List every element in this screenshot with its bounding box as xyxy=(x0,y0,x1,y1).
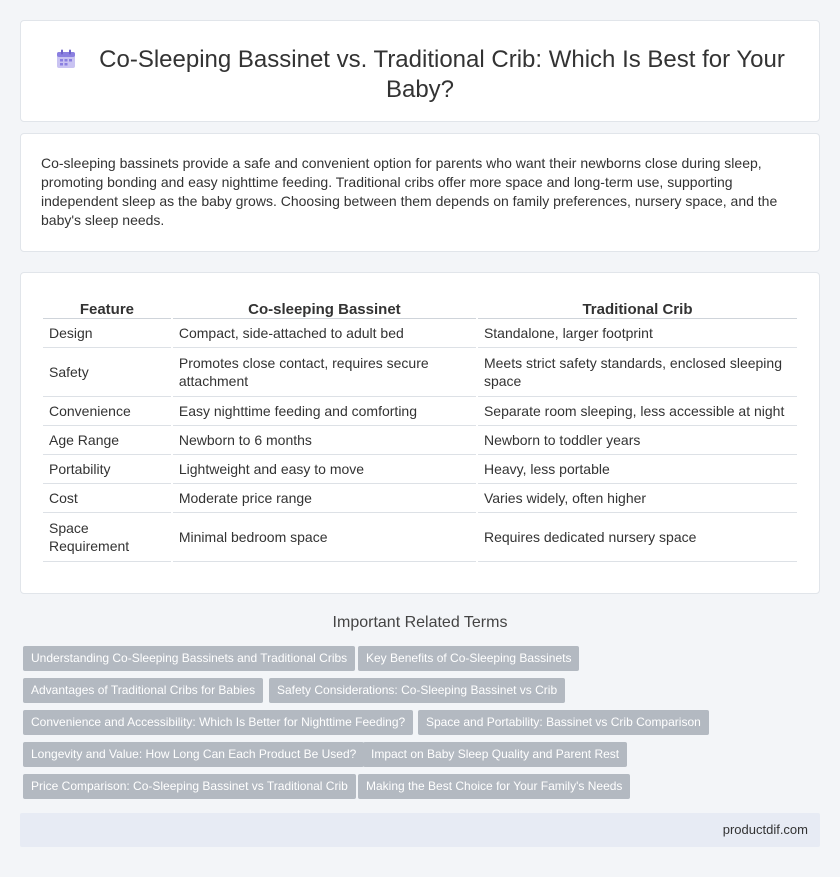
table-row xyxy=(43,513,797,562)
table-row xyxy=(43,348,797,397)
footer-bar xyxy=(20,813,820,847)
crib-cell: Heavy, less portable xyxy=(478,455,797,484)
related-term-link[interactable]: Convenience and Accessibility: Which Is Better for Nighttime Feeding? xyxy=(23,710,413,735)
bassinet-cell: Compact, side-attached to adult bed xyxy=(173,319,476,348)
page-title-wrap xyxy=(21,45,819,105)
crib-cell: Varies widely, often higher xyxy=(478,484,797,513)
header-bassinet: Co-sleeping Bassinet xyxy=(173,295,476,319)
summary-paragraph: Co-sleeping bassinets provide a safe and convenient option for parents who want their newborns close during sleep, promoting bonding and easy nighttime feeding. Traditional cribs offer more space and long-term use, supporting independent sleep as the baby grows. Choosing between them depends on family preferences, nursery space, and the baby's sleep needs. xyxy=(41,155,778,228)
related-term-link[interactable]: Impact on Baby Sleep Quality and Parent Rest xyxy=(363,742,627,767)
bassinet-cell: Minimal bedroom space xyxy=(173,513,476,562)
table-row xyxy=(43,455,797,484)
header-crib: Traditional Crib xyxy=(478,295,797,319)
crib-cell: Meets strict safety standards, enclosed sleeping space xyxy=(478,348,797,397)
feature-cell: Design xyxy=(43,319,171,348)
comparison-card xyxy=(20,272,820,594)
related-term-link[interactable]: Price Comparison: Co-Sleeping Bassinet vs Traditional Crib xyxy=(23,774,356,799)
bassinet-cell: Newborn to 6 months xyxy=(173,426,476,455)
related-term-link[interactable]: Longevity and Value: How Long Can Each Product Be Used? xyxy=(23,742,364,767)
feature-cell: Age Range xyxy=(43,426,171,455)
table-header-row xyxy=(43,295,797,319)
table-row xyxy=(43,426,797,455)
feature-cell: Cost xyxy=(43,484,171,513)
bassinet-cell: Easy nighttime feeding and comforting xyxy=(173,397,476,426)
crib-cell: Separate room sleeping, less accessible at night xyxy=(478,397,797,426)
comparison-table xyxy=(41,295,799,562)
related-term-link[interactable]: Safety Considerations: Co-Sleeping Bassinet vs Crib xyxy=(269,678,565,703)
bassinet-cell: Moderate price range xyxy=(173,484,476,513)
table-row xyxy=(43,319,797,348)
related-term-link[interactable]: Advantages of Traditional Cribs for Babies xyxy=(23,678,263,703)
related-term-link[interactable]: Understanding Co-Sleeping Bassinets and Traditional Cribs xyxy=(23,646,355,671)
header-feature: Feature xyxy=(43,295,171,319)
related-terms-title: Important Related Terms xyxy=(332,614,508,631)
feature-cell: Portability xyxy=(43,455,171,484)
feature-cell: Space Requirement xyxy=(43,513,171,562)
footer-site-link[interactable]: productdif.com xyxy=(722,822,808,837)
table-row xyxy=(43,484,797,513)
crib-cell: Newborn to toddler years xyxy=(478,426,797,455)
summary-card xyxy=(20,133,820,252)
bassinet-cell: Promotes close contact, requires secure attachment xyxy=(173,348,476,397)
related-term-link[interactable]: Space and Portability: Bassinet vs Crib Comparison xyxy=(418,710,709,735)
feature-cell: Convenience xyxy=(43,397,171,426)
crib-cell: Requires dedicated nursery space xyxy=(478,513,797,562)
calendar-icon xyxy=(55,48,77,70)
feature-cell: Safety xyxy=(43,348,171,397)
bassinet-cell: Lightweight and easy to move xyxy=(173,455,476,484)
related-term-link[interactable]: Key Benefits of Co-Sleeping Bassinets xyxy=(358,646,579,671)
related-term-link[interactable]: Making the Best Choice for Your Family's Needs xyxy=(358,774,630,799)
page-title: Co-Sleeping Bassinet vs. Traditional Crib: Which Is Best for Your Baby? xyxy=(99,46,785,103)
table-row xyxy=(43,397,797,426)
header-card xyxy=(20,20,820,122)
crib-cell: Standalone, larger footprint xyxy=(478,319,797,348)
